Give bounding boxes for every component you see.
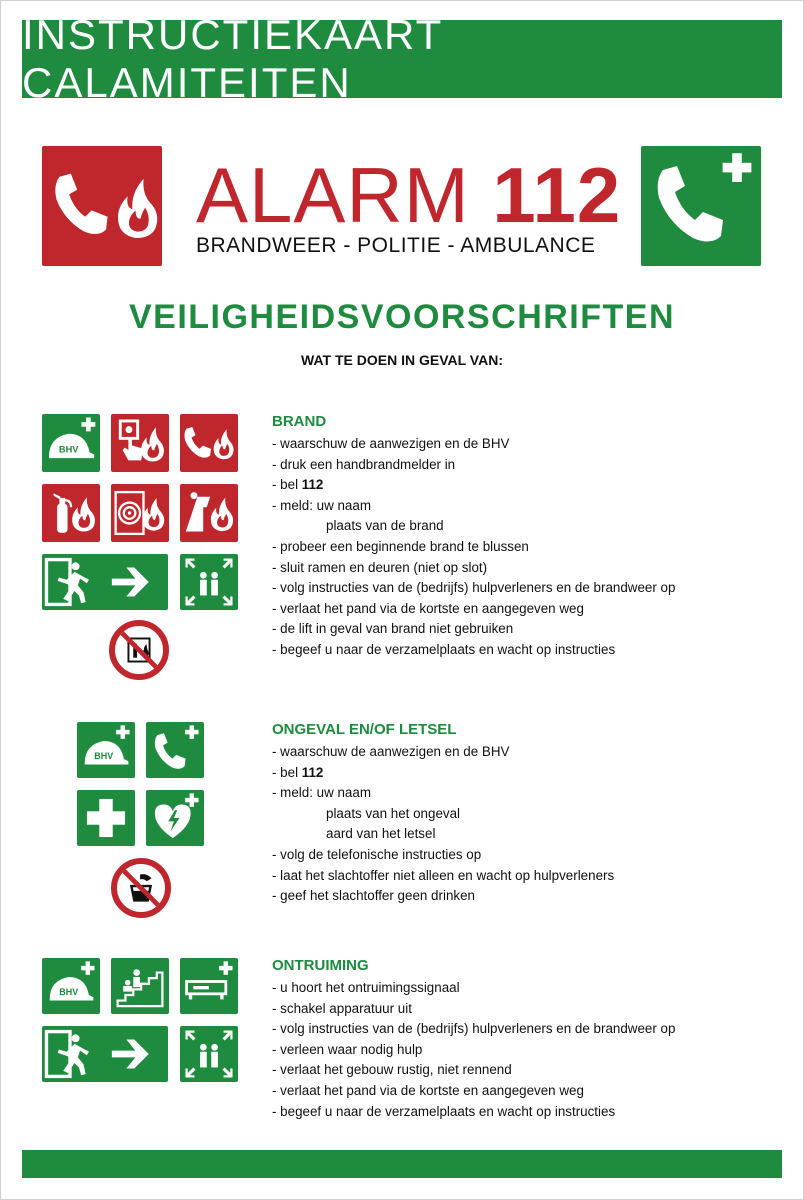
section-ongeval-title: ONGEVAL EN/OF LETSEL [272,721,457,738]
instruction-item: - druk een handbrandmelder in [272,456,456,472]
instruction-item: - geef het slachtoffer geen drinken [272,888,475,904]
instruction-item: - probeer een beginnende brand te blussen [272,538,529,554]
stretcher-icon [180,958,238,1014]
section-brand-list [272,434,782,661]
instruction-item: aard van het letsel [326,826,436,842]
instruction-item: - volg instructies van de (bedrijfs) hulpverleners en de brandweer op [272,1021,676,1037]
no-lift-in-fire-icon [109,620,169,680]
page-title: INSTRUCTIEKAART CALAMITEITEN [22,11,443,106]
instruction-item: - u hoort het ontruimingssignaal [272,980,460,995]
alarm-number: 112 [492,151,622,239]
emergency-number: 112 [301,764,324,780]
first-aid-cross-icon [77,790,135,846]
bhv-helmet-icon [42,414,100,472]
instruction-item: plaats van de brand [326,518,444,534]
instruction-item: - de lift in geval van brand niet gebruiken [272,621,514,637]
evacuation-chair-icon [111,958,169,1014]
instruction-item: - verlaat het gebouw rustig, niet rennend [272,1062,512,1078]
section-ontruiming-title: ONTRUIMING [272,957,369,974]
instruction-item: - bel 112 [272,764,324,780]
footer-banner [22,1150,782,1178]
instruction-item: - laat het slachtoffer niet alleen en wacht op hulpverleners [272,867,615,883]
instruction-item: - bel 112 [272,477,324,493]
section-ongeval [272,721,782,907]
instruction-item: plaats van het ongeval [326,805,461,821]
emergency-services: BRANDWEER - POLITIE - AMBULANCE [196,234,596,257]
section-brand [272,413,782,661]
fire-telephone-icon [42,146,162,266]
instruction-item: - volg de telefonische instructies op [272,846,482,862]
instruction-item: - verlaat het pand via de kortste en aangegeven weg [272,600,584,616]
first-aid-telephone-icon [641,146,761,266]
no-drinking-icon [111,858,171,918]
emergency-number: 112 [301,477,324,493]
bhv-helmet-icon [42,958,100,1014]
instruction-item: - begeef u naar de verzamelplaats en wacht op instructies [272,1103,616,1119]
instruction-item: - sluit ramen en deuren (niet op slot) [272,559,488,575]
emergency-exit-icon [42,1026,168,1082]
alarm-heading [196,150,622,241]
fire-telephone-icon [180,414,238,472]
instruction-item: - verlaat het pand via de kortste en aangegeven weg [272,1082,584,1098]
section-subheading: WAT TE DOEN IN GEVAL VAN: [301,352,503,368]
instruction-item: - begeef u naar de verzamelplaats en wacht op instructies [272,641,616,657]
alarm-word: ALARM [196,151,470,239]
section-ontruiming-list [272,978,782,1122]
instruction-item: - volg instructies van de (bedrijfs) hulpverleners en de brandweer op [272,580,676,596]
bhv-helmet-icon [77,722,135,778]
instruction-item: - meld: uw naam [272,785,371,801]
fire-extinguisher-icon [42,484,100,542]
section-heading: VEILIGHEIDSVOORSCHRIFTEN [128,298,676,336]
fire-fighting-equipment-icon [180,484,238,542]
aed-icon [146,790,204,846]
assembly-point-icon [180,1026,238,1082]
section-ontruiming [272,957,782,1122]
emergency-exit-icon [42,554,168,610]
section-brand-title: BRAND [272,413,327,430]
fire-alarm-button-icon [111,414,169,472]
header-banner [22,11,782,106]
first-aid-telephone-icon [146,722,204,778]
instruction-item: - waarschuw de aanwezigen en de BHV [272,436,510,451]
fire-hose-icon [111,484,169,542]
instruction-item: - verleen waar nodig hulp [272,1041,423,1057]
instruction-item: - waarschuw de aanwezigen en de BHV [272,744,510,759]
instruction-item: - meld: uw naam [272,497,371,513]
instruction-item: - schakel apparatuur uit [272,1000,412,1016]
assembly-point-icon [180,554,238,610]
section-ongeval-list [272,742,782,907]
